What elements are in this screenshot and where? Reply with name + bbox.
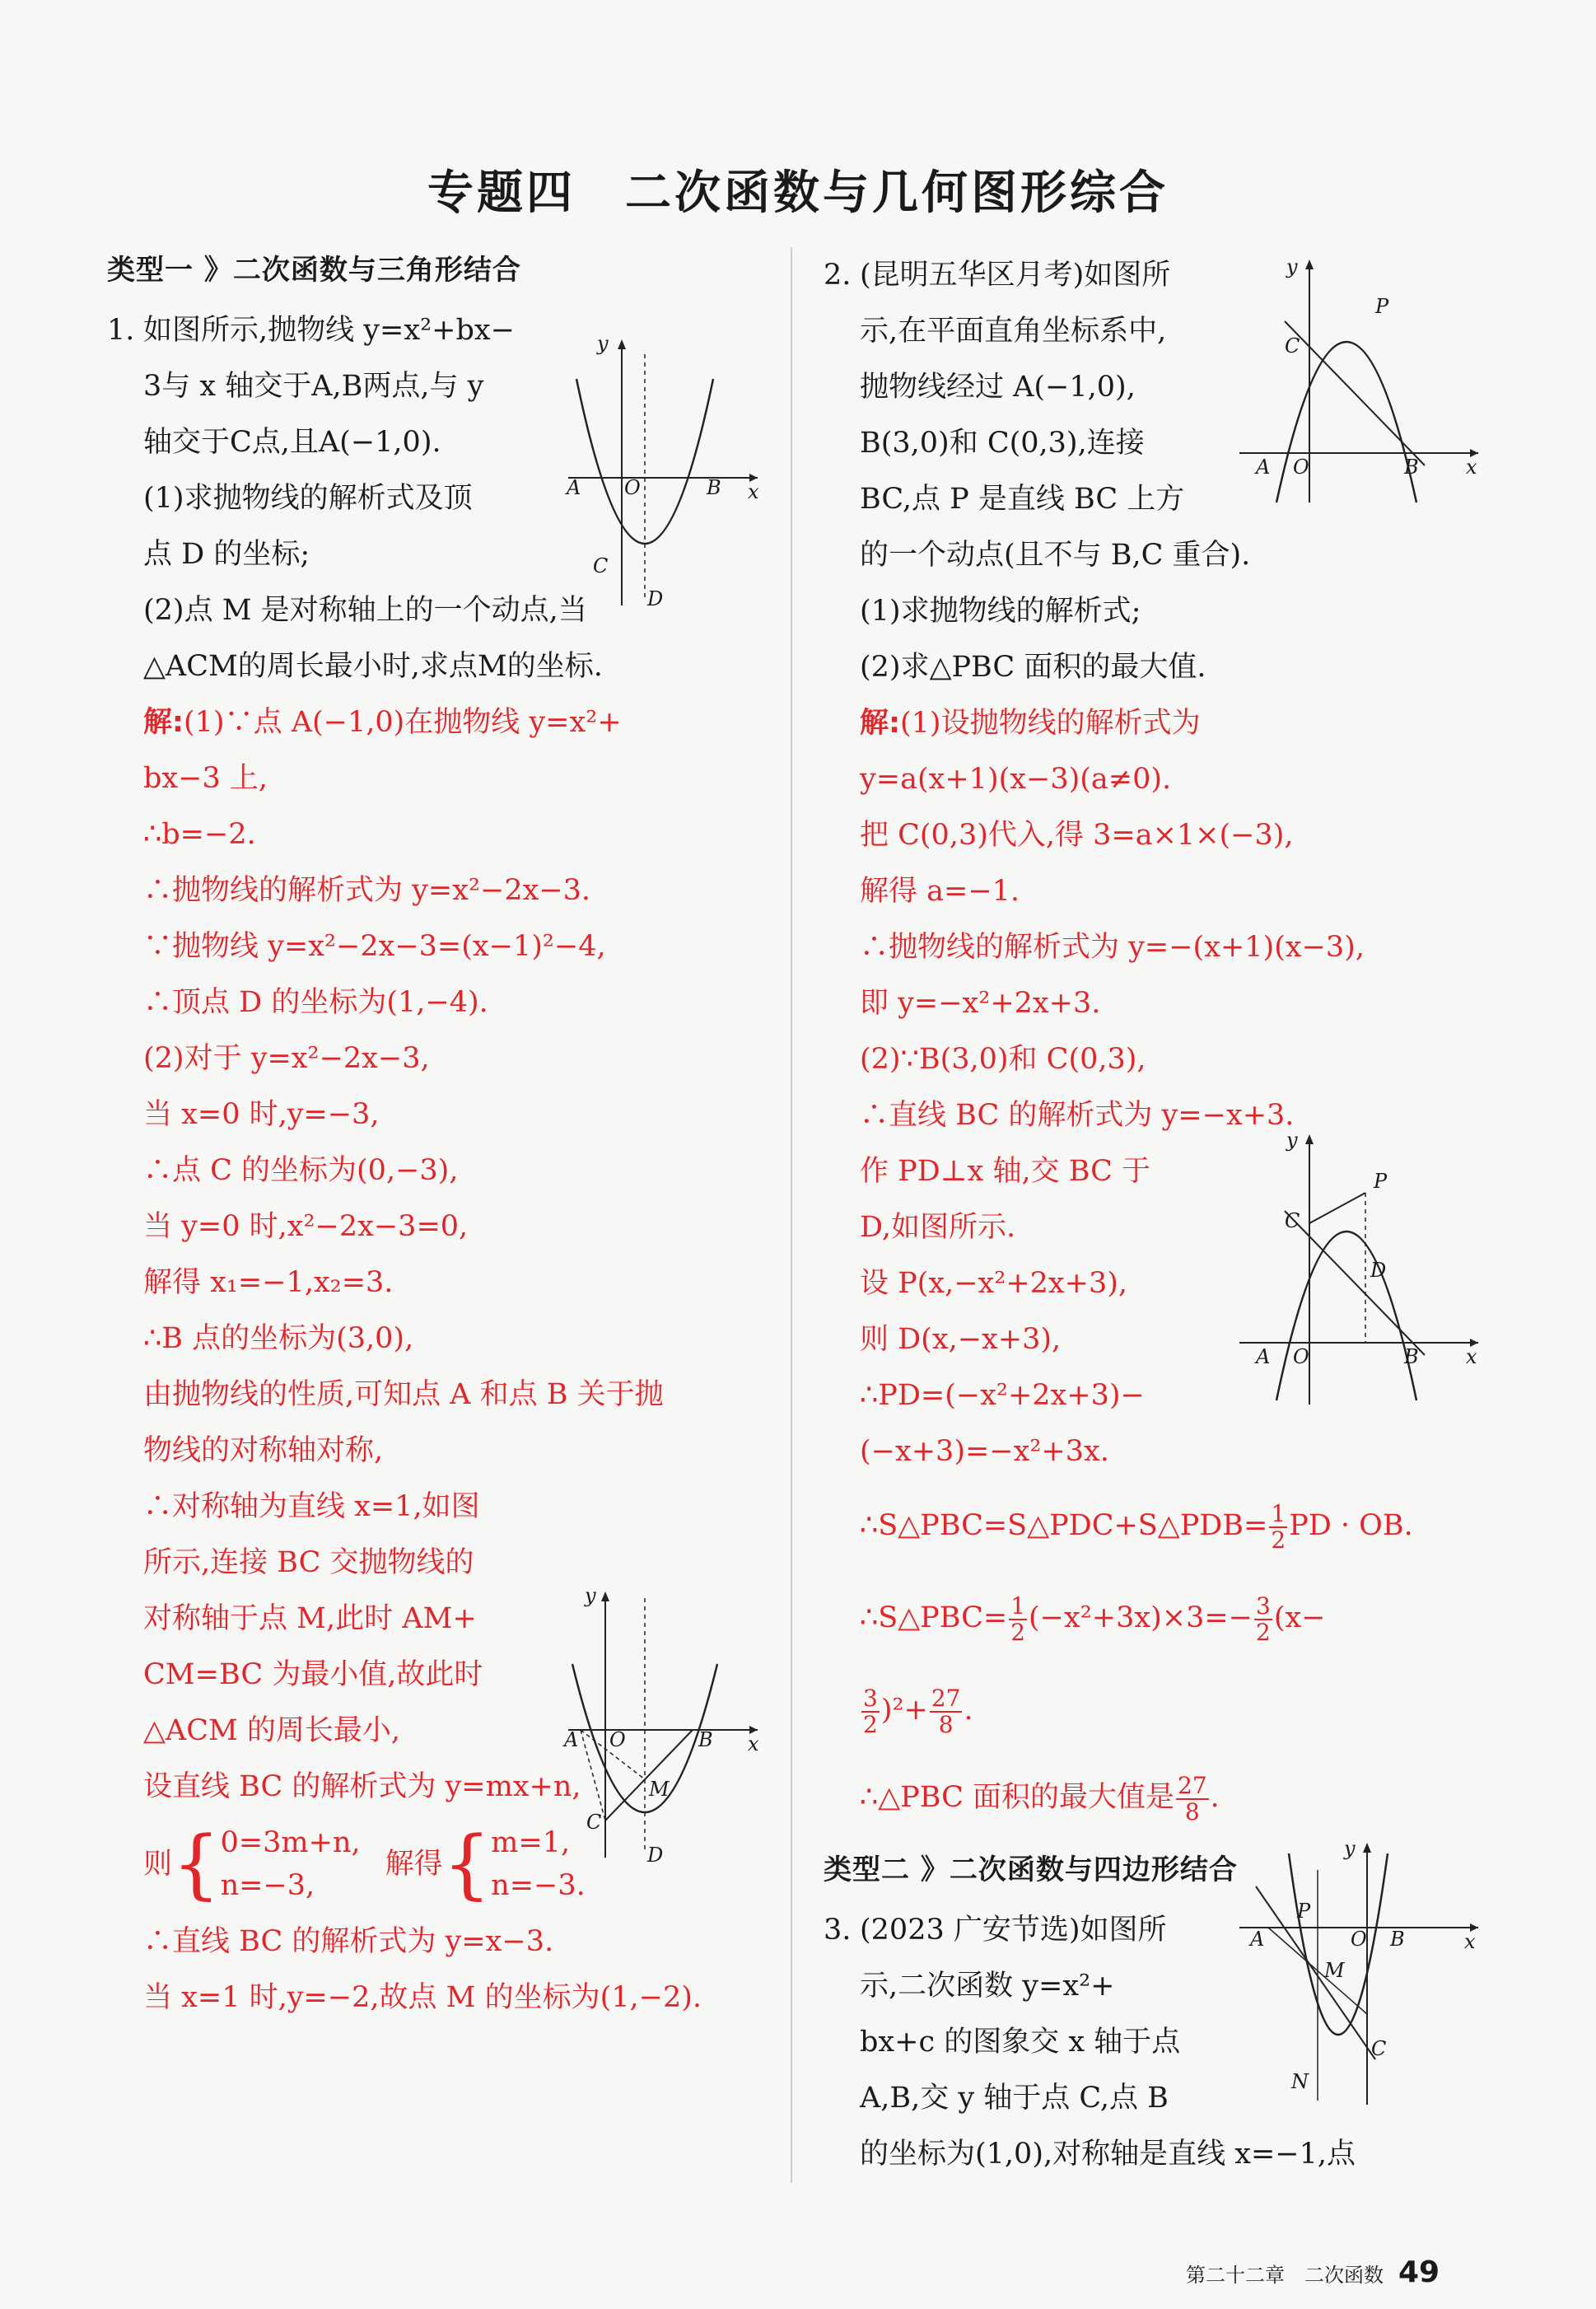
label-O: O — [624, 476, 641, 499]
label-x: x — [748, 480, 759, 503]
solution-line: (−x+3)=−x²+3x. — [860, 1435, 1109, 1468]
solution-line: (2)对于 y=x²−2x−3, — [143, 1042, 430, 1075]
problem-line: 轴交于C点,且A(−1,0). — [143, 426, 441, 459]
figure-5-parabola-quadrilateral — [1235, 1837, 1482, 2112]
label-y: y — [1286, 1129, 1298, 1152]
max-tail: . — [1210, 1781, 1220, 1814]
area-equation-3 — [824, 1664, 1491, 1756]
label-D: D — [1370, 1259, 1387, 1282]
solution-line: ∴对称轴为直线 x=1,如图 — [143, 1490, 480, 1523]
label-B: B — [1404, 456, 1419, 479]
solution-text: (1)设抛物线的解析式为 — [900, 707, 1201, 740]
label-A: A — [1250, 1928, 1265, 1951]
solution-line: 作 PD⊥x 轴,交 BC 于 — [860, 1155, 1151, 1188]
label-B: B — [1390, 1928, 1405, 1951]
label-A: A — [564, 1728, 579, 1751]
label-C: C — [1371, 2037, 1387, 2060]
label-A: A — [1256, 456, 1271, 479]
denominator: 8 — [938, 1710, 954, 1738]
label-x: x — [748, 1732, 759, 1755]
problem-line: 抛物线经过 A(−1,0), — [860, 371, 1136, 404]
area2-tail: (x− — [1273, 1601, 1326, 1634]
denominator: 2 — [1010, 1618, 1026, 1646]
label-B: B — [707, 476, 721, 499]
label-B: B — [1404, 1345, 1419, 1368]
solution-line: ∴直线 BC 的解析式为 y=x−3. — [143, 1925, 554, 1958]
system-row: m=1, — [491, 1826, 571, 1859]
problem-number: 1. — [107, 314, 135, 347]
solution-line: △ACM 的周长最小, — [143, 1714, 401, 1747]
area3-mid: )²+ — [880, 1694, 928, 1727]
figure-2-parabola-symmetry — [560, 1582, 766, 1865]
solution-line: ∴点 C 的坐标为(0,−3), — [143, 1154, 459, 1187]
fraction — [930, 1686, 963, 1737]
fraction — [861, 1686, 880, 1737]
numerator: 27 — [1178, 1771, 1207, 1799]
label-O: O — [1293, 1345, 1309, 1368]
label-C: C — [1285, 334, 1300, 358]
solution-line: (2)∵B(3,0)和 C(0,3), — [860, 1043, 1146, 1076]
label-P: P — [1374, 1170, 1388, 1193]
page-title: 专题四 二次函数与几何图形综合 — [427, 166, 1169, 220]
solution-line: 所示,连接 BC 交抛物线的 — [143, 1546, 474, 1579]
solution-line: 解得 x₁=−1,x₂=3. — [143, 1266, 394, 1299]
problem-line: 3与 x 轴交于A,B两点,与 y — [143, 370, 484, 403]
label-O: O — [1351, 1928, 1367, 1951]
solution-line: 把 C(0,3)代入,得 3=a×1×(−3), — [860, 819, 1294, 852]
problem-line: 的一个动点(且不与 B,C 重合). — [860, 539, 1251, 572]
solution-line: bx−3 上, — [143, 762, 268, 795]
solution-line: D,如图所示. — [860, 1211, 1016, 1244]
system-prefix: 则 — [143, 1848, 173, 1881]
solution-line: 当 x=1 时,y=−2,故点 M 的坐标为(1,−2). — [143, 1981, 702, 2014]
solution-line: 设直线 BC 的解析式为 y=mx+n, — [143, 1770, 581, 1803]
label-x: x — [1466, 456, 1477, 479]
label-D: D — [647, 1844, 664, 1862]
area2-lhs: ∴S△PBC= — [860, 1601, 1008, 1634]
area2-mid: (−x²+3x)×3=− — [1029, 1601, 1253, 1634]
max-lhs: ∴△PBC 面积的最大值是 — [860, 1781, 1175, 1814]
problem-line: (2)求△PBC 面积的最大值. — [860, 651, 1206, 684]
label-O: O — [1293, 456, 1309, 479]
numerator: 1 — [1271, 1499, 1286, 1527]
figure-4-parabola-pd — [1235, 1120, 1482, 1412]
column-divider — [791, 247, 792, 2183]
solution-line: 当 x=0 时,y=−3, — [143, 1098, 380, 1131]
problem-line: 示,在平面直角坐标系中, — [860, 315, 1167, 348]
solution-line: 物线的对称轴对称, — [143, 1434, 384, 1467]
system-row: n=−3, — [220, 1869, 315, 1902]
figure-3-parabola-triangle — [1235, 255, 1482, 514]
solution-line — [824, 695, 1491, 751]
denominator: 2 — [863, 1710, 878, 1738]
area1-lhs: ∴S△PBC=S△PDC+S△PDB= — [860, 1509, 1268, 1542]
problem-line: 点 D 的坐标; — [143, 538, 310, 571]
label-O: O — [609, 1728, 626, 1751]
area-equation-2 — [824, 1572, 1491, 1664]
label-M: M — [1324, 1959, 1345, 1982]
solution-text: (1)∵点 A(−1,0)在抛物线 y=x²+ — [184, 706, 622, 739]
label-C: C — [593, 554, 609, 577]
numerator: 27 — [931, 1684, 961, 1712]
solution-line: 由抛物线的性质,可知点 A 和点 B 关于抛 — [143, 1378, 664, 1411]
problem-text: 如图所示,抛物线 y=x²+bx− — [143, 314, 515, 347]
area-equation-1 — [824, 1479, 1491, 1572]
max-area-line — [824, 1756, 1491, 1839]
numerator: 1 — [1010, 1592, 1026, 1620]
numerator: 3 — [863, 1684, 878, 1712]
label-P: P — [1297, 1900, 1311, 1923]
area3-tail: . — [964, 1694, 973, 1727]
denominator: 8 — [1184, 1797, 1200, 1825]
solution-line: ∴抛物线的解析式为 y=−(x+1)(x−3), — [860, 931, 1365, 964]
solution-line: 解得 a=−1. — [860, 875, 1020, 908]
solution-line: ∴顶点 D 的坐标为(1,−4). — [143, 986, 488, 1019]
solution-line: ∴B 点的坐标为(3,0), — [143, 1322, 414, 1355]
solution-label: 解: — [143, 706, 184, 739]
system-row: 0=3m+n, — [220, 1826, 361, 1859]
label-N: N — [1291, 2070, 1309, 2093]
label-D: D — [647, 587, 664, 610]
problem-line: bx+c 的图象交 x 轴于点 — [860, 2026, 1181, 2059]
problem-text: (昆明五华区月考)如图所 — [860, 259, 1171, 292]
label-y: y — [597, 332, 609, 355]
solution-line: 设 P(x,−x²+2x+3), — [860, 1267, 1127, 1300]
left-brace: { — [442, 1820, 492, 1908]
system-rows — [221, 1821, 361, 1907]
system-row: n=−3. — [491, 1869, 586, 1902]
figure-1-parabola — [560, 330, 766, 613]
chapter-label: 第二十二章 二次函数 — [1186, 2264, 1384, 2287]
area1-rhs: PD · OB. — [1289, 1509, 1413, 1542]
label-A: A — [1256, 1345, 1271, 1368]
solution-line: y=a(x+1)(x−3)(a≠0). — [860, 763, 1172, 796]
label-C: C — [1285, 1209, 1300, 1232]
solution-line: 对称轴于点 M,此时 AM+ — [143, 1602, 477, 1635]
denominator: 2 — [1271, 1526, 1286, 1554]
problem-number: 2. — [824, 259, 852, 292]
fraction — [1254, 1594, 1272, 1645]
label-M: M — [649, 1778, 670, 1801]
label-x: x — [1464, 1930, 1476, 1953]
fraction — [1009, 1594, 1027, 1645]
problem-line: BC,点 P 是直线 BC 上方 — [860, 483, 1185, 516]
solution-line: ∴PD=(−x²+2x+3)− — [860, 1379, 1145, 1412]
label-C: C — [586, 1811, 602, 1834]
solution-line: 即 y=−x²+2x+3. — [860, 987, 1101, 1020]
label-x: x — [1466, 1345, 1477, 1368]
solution-line: ∵抛物线 y=x²−2x−3=(x−1)²−4, — [143, 930, 606, 963]
denominator: 2 — [1256, 1618, 1271, 1646]
label-B: B — [698, 1728, 713, 1751]
problem-line: △ACM的周长最小时,求点M的坐标. — [143, 650, 603, 683]
label-y: y — [585, 1584, 596, 1607]
equation-system — [143, 1815, 586, 1914]
label-y: y — [1286, 255, 1298, 278]
solution-line: CM=BC 为最小值,故此时 — [143, 1658, 483, 1691]
label-A: A — [567, 476, 581, 499]
fraction — [1269, 1499, 1287, 1554]
page-number: 49 — [1398, 2255, 1440, 2289]
solution-line: 当 y=0 时,x²−2x−3=0, — [143, 1210, 469, 1243]
section-heading-type-2: 类型二 》二次函数与四边形结合 — [824, 1853, 1238, 1886]
problem-number: 3. — [824, 1914, 852, 1947]
problem-line: (1)求抛物线的解析式及顶 — [143, 482, 473, 515]
system-mid-text: 解得 — [385, 1848, 443, 1881]
page-footer — [1186, 2255, 1440, 2289]
problem-line: (1)求抛物线的解析式; — [860, 595, 1141, 628]
label-P: P — [1375, 295, 1389, 318]
solution-line: 则 D(x,−x+3), — [860, 1323, 1062, 1356]
problem-text: (2023 广安节选)如图所 — [860, 1914, 1167, 1947]
problem-line: B(3,0)和 C(0,3),连接 — [860, 427, 1145, 460]
fraction — [1176, 1771, 1209, 1825]
solution-line: ∴直线 BC 的解析式为 y=−x+3. — [860, 1099, 1295, 1132]
solution-label: 解: — [860, 707, 900, 740]
problem-line: 的坐标为(1,0),对称轴是直线 x=−1,点 — [860, 2138, 1356, 2171]
left-brace: { — [172, 1820, 221, 1908]
problem-line: 示,二次函数 y=x²+ — [860, 1970, 1115, 2003]
solution-line: ∴抛物线的解析式为 y=x²−2x−3. — [143, 874, 591, 907]
solution-line — [107, 694, 766, 750]
numerator: 3 — [1256, 1592, 1271, 1620]
label-y: y — [1344, 1837, 1356, 1860]
section-heading-type-1: 类型一 》二次函数与三角形结合 — [107, 254, 521, 287]
problem-line: A,B,交 y 轴于点 C,点 B — [860, 2082, 1169, 2115]
problem-line: (2)点 M 是对称轴上的一个动点,当 — [143, 594, 587, 627]
solution-line: ∴b=−2. — [143, 818, 256, 851]
